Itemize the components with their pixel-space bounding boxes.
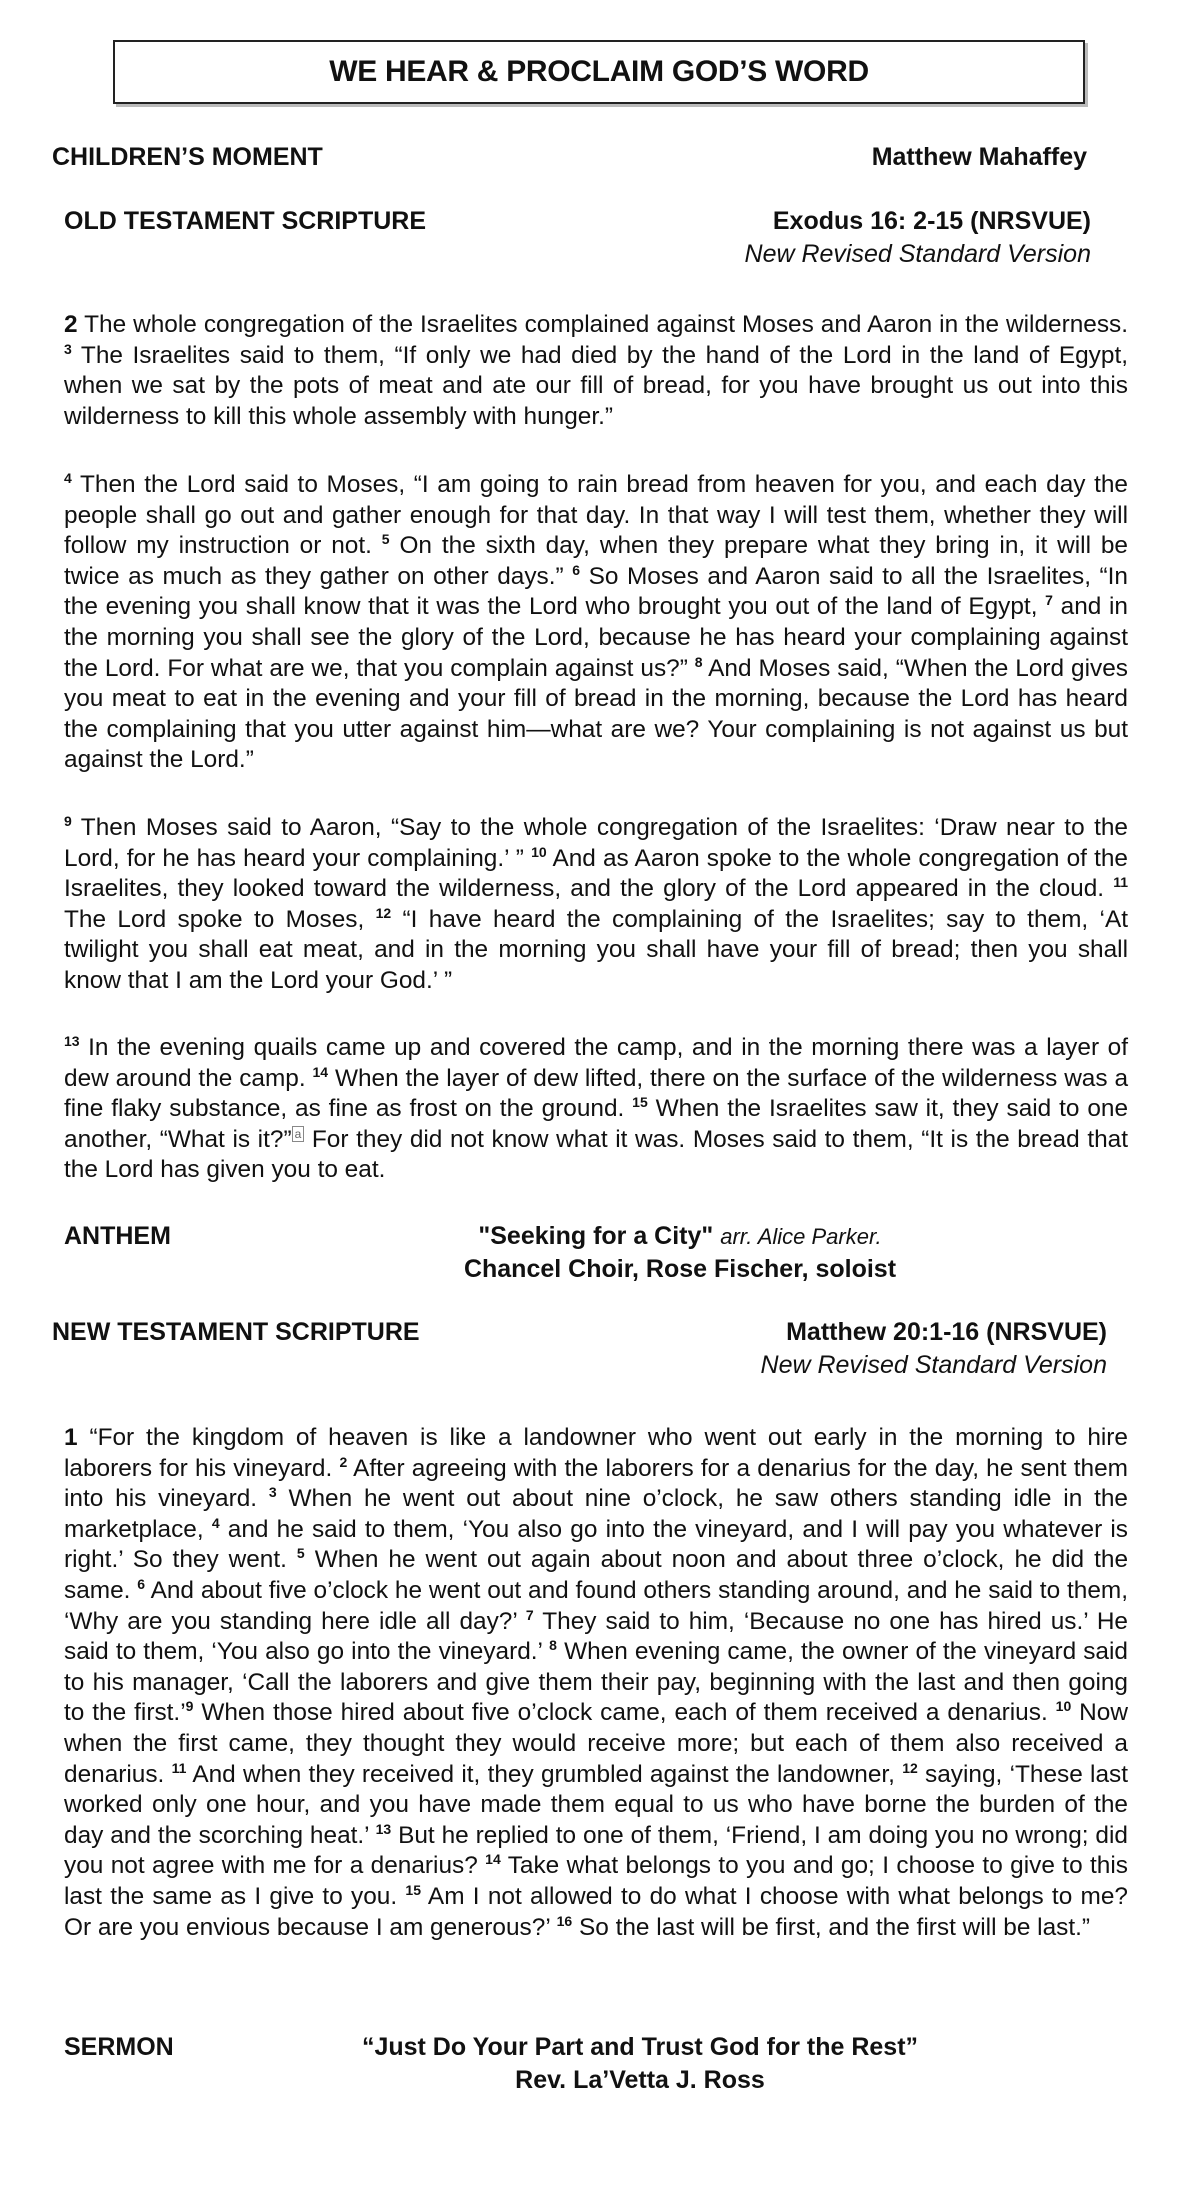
nt-paragraph-1: 1 “For the kingdom of heaven is like a landowner who went out early in the morning to hire laborers for his vineyard. $^2$ After agreeing with the laborers for a denarius for the day, he sent them into his vineyard. $^3$ When he went out about nine o’clock, he saw others standing idle in the marketplace, $^4$ and he said to them, ‘You also go into the vineyard, and I will pay you whatever is right.’ So they went. $^5$ When he went out again about noon and about three o’clock, he did the same. $^6$ And about five o’clock he went out and found others standing around, and he said to them, ‘Why are you standing here idle all day?’ $^7$ They said to him, ‘Because no one has hired us.’ He said to them, ‘You also go into the vineyard.’ $^8$ When evening came, the owner of the vineyard said to his manager, ‘Call the laborers and give them their pay, beginning with the last and then going to the first.’$^9$ When those hired about five o’clock came, each of them received a denarius. $^{10}$ Now when the first came, they thought they would receive more; but each of them also received a denarius. $^{11}$ And when they received it, they grumbled against the landowner, $^{12}$ saying, ‘These last worked only one hour, and you have made them equal to us who have borne the burden of the day and the scorching heat.’ $^{13}$ But he replied to one of them, ‘Friend, I am doing you no wrong; did you not agree with me for a denarius? $^{14}$ Take what belongs to you and go; I choose to give to this last the same as I give to you. $^{15}$ Am I not allowed to do what I choose with what belongs to me? Or are you envious because I am generous?’ $^{16}$ So the last will be first, and the first will be last.” [64,1424,1129,1941]
footnote-marker[interactable]: a [292,1126,305,1142]
anthem-label: ANTHEM [64,1222,171,1250]
ot-paragraph-3: $^9$ Then Moses said to Aaron, “Say to the whole congregation of the Israelites: ‘Draw near to the Lord, for he has heard your complaining.’ ” $^{10}$ And as Aaron spoke to the whole congregation of the Israelites, they looked toward the wilderness, and the glory of the Lord appeared in the cloud. $^{11}$ The Lord spoke to Moses, $^{12}$ “I have heard the complaining of the Israelites; say to them, ‘At twilight you shall eat meat, and in the morning you shall have your fill of bread; then you shall know that I am the Lord your God.’ ” [64,812,1128,994]
section-banner [113,40,1085,104]
anthem-performers: Chancel Choir, Rose Fischer, soloist [463,1255,897,1283]
childrens-moment-leader: Matthew Mahaffey [871,143,1087,171]
ot-paragraph-2: $^4$ Then the Lord said to Moses, “I am going to rain bread from heaven for you, and each day the people shall go out and gather enough for that day. In that way I will test them, whether they will follow my instruction or not. $^5$ On the sixth day, when they prepare what they bring in, it will be twice as much as they gather on other days.” $^6$ So Moses and Aaron said to all the Israelites, “In the evening you shall know that it was the Lord who brought you out of the land of Egypt, $^7$ and in the morning you shall see the glory of the Lord, because he has heard your complaining against the Lord. For what are we, that you complain against us?” $^8$ And Moses said, “When the Lord gives you meat to eat in the evening and your fill of bread in the morning, because the Lord has heard the complaining that you utter against him—what are we? Your complaining is not against us but against the Lord.” [64,469,1128,774]
sermon-label: SERMON [64,2033,174,2061]
old-testament-label: OLD TESTAMENT SCRIPTURE [64,207,427,235]
anthem-title-line [300,1222,1060,1251]
new-testament-version: New Revised Standard Version [760,1351,1107,1379]
new-testament-reference: Matthew 20:1-16 (NRSVUE) [786,1318,1107,1346]
ot-paragraph-4: $^{13}$ In the evening quails came up and covered the camp, and in the morning there was a layer of dew around the camp. $^{14}$ When the layer of dew lifted, there on the surface of the wilderness was a fine flaky substance, as fine as frost on the ground. $^{15}$ When the Israelites saw it, they said to one another, “What is it?” $^a$ For they did not know what it was. Moses said to them, “It is the bread that the Lord has given you to eat. [64,1032,1129,1184]
old-testament-version: New Revised Standard Version [744,240,1091,268]
sermon-preacher: Rev. La’Vetta J. Ross [515,2066,765,2094]
anthem-arranger: arr. Alice Parker. [720,1224,882,1249]
banner-title: WE HEAR & PROCLAIM GOD’S WORD [329,55,869,88]
childrens-moment-label: CHILDREN’S MOMENT [52,143,323,171]
anthem-title: "Seeking for a City" [478,1222,714,1250]
old-testament-reference: Exodus 16: 2-15 (NRSVUE) [772,207,1091,235]
ot-paragraph-1: 2 The whole congregation of the Israelites complained against Moses and Aaron in the wilderness. $^3$ The Israelites said to them, “If only we had died by the hand of the Lord in the land of Egypt, when we sat by the pots of meat and ate our fill of bread, for you have brought us out into this wilderness to kill this whole assembly with hunger.” [64,311,1128,430]
sermon-title: “Just Do Your Part and Trust God for the Rest” [361,2033,919,2061]
new-testament-label: NEW TESTAMENT SCRIPTURE [52,1318,420,1346]
